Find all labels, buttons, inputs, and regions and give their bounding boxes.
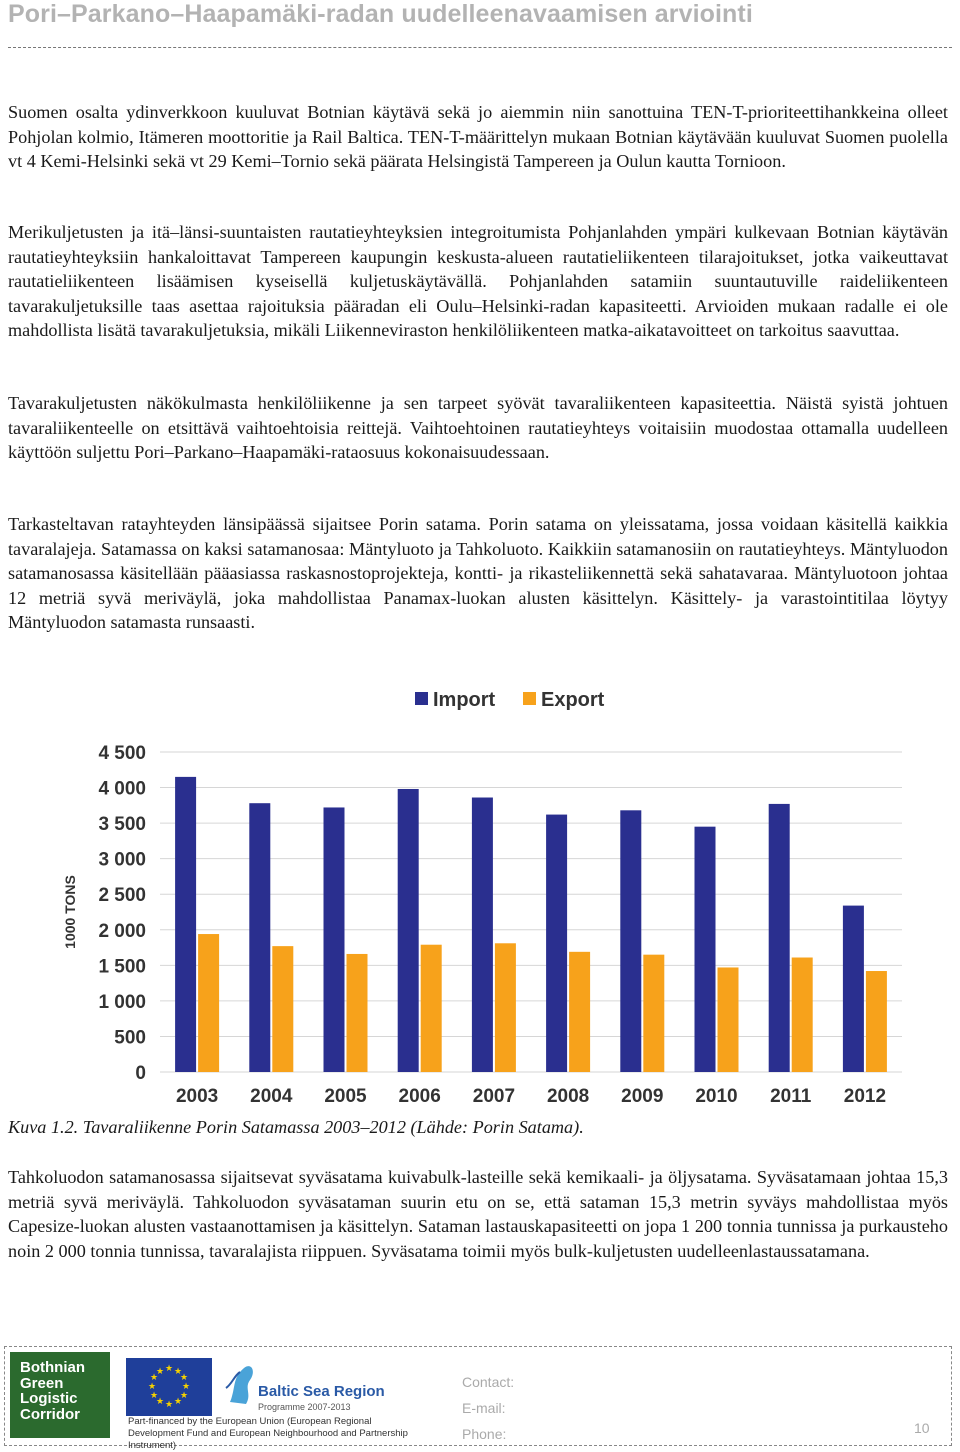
y-tick-label: 1 000 (98, 991, 146, 1013)
svg-text:★: ★ (181, 1382, 191, 1392)
logo-line: Corridor (20, 1405, 80, 1423)
y-tick-label: 0 (135, 1063, 146, 1084)
y-tick-label: 3 000 (98, 849, 146, 871)
bar-export-2007 (495, 943, 516, 1072)
bar-export-2006 (421, 945, 442, 1072)
email-label: E-mail: (462, 1400, 506, 1416)
page-header-title: Pori–Parkano–Haapamäki-radan uudelleenavaamisen arviointi (8, 0, 753, 28)
bar-import-2008 (546, 815, 567, 1072)
programme-subtitle: Programme 2007-2013 (258, 1402, 351, 1412)
bar-export-2009 (643, 955, 664, 1072)
x-tick-label: 2003 (175, 1086, 219, 1107)
bar-import-2005 (324, 807, 345, 1072)
paragraph-3: Tavarakuljetusten näkökulmasta henkilöliikenne ja sen tarpeet syövät tavaraliikenteen kapasiteettia. Näistä syistä johtuen tavaraliikenteelle on etsittävä vaihtoehtoisia reittejä. Vaihtoehtoinen rautatieyhteys voitaisiin muodostaa ottamalla uudelleen käyttöön suljettu Pori–Parkano–Haapamäki-rataosuus kokonaisuudessaan. (8, 393, 948, 462)
page-number: 10 (914, 1420, 930, 1436)
bar-export-2004 (272, 946, 293, 1072)
svg-text:★: ★ (179, 1373, 189, 1383)
x-tick-label: 2009 (621, 1086, 664, 1107)
bar-import-2004 (249, 803, 270, 1072)
x-tick-label: 2004 (250, 1086, 293, 1107)
legend-swatch-export (523, 692, 536, 705)
programme-title: Baltic Sea Region (258, 1383, 385, 1400)
x-tick-label: 2005 (324, 1086, 367, 1107)
y-axis-label: 1000 TONS (62, 875, 78, 949)
phone-label: Phone: (462, 1426, 507, 1442)
svg-text:★: ★ (155, 1367, 165, 1377)
port-traffic-bar-chart (40, 680, 920, 1110)
x-tick-label: 2008 (546, 1086, 590, 1107)
svg-text:★: ★ (147, 1382, 157, 1392)
svg-text:★: ★ (173, 1397, 183, 1407)
paragraph-4: Tarkasteltavan ratayhteyden länsipäässä sijaitsee Porin satama. Porin satama on yleissatama, jossa voidaan käsitellä kaikkia tavaralajeja. Satamassa on kaksi satamanosaa: Mäntyluoto ja Tahkoluoto. Kaikkiin satamanosiin on rautatieyhteys. Mäntyluodon satamanosassa käsitellään pääasiassa raskasnostoprojekteja, kontti- ja rikasteliikennettä sekä sahatavaraa. Mäntyluotoon johtaa 12 metriä syvä meriväylä, joka mahdollistaa Panamax-luokan alusten käsittelyn. Käsittely- ja varastointitilaa löytyy Mäntyluodon satamasta runsaasti. (8, 514, 948, 632)
baltic-sea-region-logo-icon (222, 1358, 262, 1408)
bar-export-2012 (866, 971, 887, 1072)
bar-import-2012 (843, 906, 864, 1072)
y-tick-label: 4 500 (98, 743, 146, 764)
svg-text:★: ★ (149, 1373, 159, 1383)
bar-export-2008 (569, 952, 590, 1072)
x-tick-label: 2007 (472, 1086, 516, 1107)
legend-label-import: Import (433, 689, 496, 711)
logo-line: Bothnian (20, 1359, 85, 1376)
legend-label-export: Export (541, 689, 605, 711)
figure-caption: Kuva 1.2. Tavaraliikenne Porin Satamassa 2003–2012 (Lähde: Porin Satama). (8, 1117, 584, 1137)
bar-import-2010 (695, 827, 716, 1072)
eu-flag-icon (126, 1358, 212, 1416)
contact-label: Contact: (462, 1374, 515, 1390)
svg-text:★: ★ (173, 1367, 183, 1377)
y-tick-label: 2 000 (98, 920, 146, 942)
x-tick-label: 2010 (695, 1086, 738, 1107)
svg-text:★: ★ (164, 1364, 174, 1374)
svg-text:★: ★ (179, 1391, 189, 1401)
logo-line: Logistic (20, 1390, 78, 1407)
y-tick-label: 500 (114, 1027, 146, 1049)
bar-import-2009 (620, 810, 641, 1072)
bar-export-2003 (198, 934, 219, 1072)
bothnian-green-logistic-corridor-logo (10, 1352, 110, 1438)
svg-text:★: ★ (164, 1400, 174, 1410)
header-divider (8, 47, 952, 48)
paragraph-1: Suomen osalta ydinverkkoon kuuluvat Botnian käytävä sekä jo aiemmin niin sanottuina TEN-T-prioriteettihankkeina olleet Pohjolan kolmio, Itämeren moottoritie ja Rail Baltica. TEN-T-määrittelyn mukaan Botnian käytävään kuuluvat Suomen puolella vt 4 Kemi-Helsinki sekä vt 29 Kemi–Tornio sekä päärata Helsingistä Tampereen ja Oulun kautta Tornioon. (8, 102, 948, 171)
bar-export-2011 (792, 958, 813, 1072)
funding-notice: Part-financed by the European Union (European Regional Development Fund and European Neighbourhood and Partnership Instrument) (128, 1416, 408, 1451)
y-tick-label: 2 500 (98, 885, 146, 907)
paragraph-2: Merikuljetusten ja itä–länsi-suuntaisten rautatieyhteyksien integroitumista Pohjanlahden ympäri kulkevaan Botnian käytävän rautatieyhteyksiin hankaloittavat Tampereen kaupungin keskusta-alueen rautatieliikenteen tilarajoitukset, jotka vaikeuttavat rautatieliikenteen lisäämisen kyseisellä kuljetuskäytävällä. Pohjanlahden satamiin suuntautuville raideliikenteen tavarakuljetuksille taas asettaa rajoituksia pääradan eli Oulu–Helsinki-radan kapasiteetti. Arvioiden mukaan radalle ei ole mahdollista lisätä tavarakuljetuksia, mikäli Liikenneviraston henkilöliikenteen matka-aikatavoitteet on tarkoitus saavuttaa. (8, 222, 948, 340)
y-tick-label: 1 500 (98, 956, 146, 978)
y-tick-label: 3 500 (98, 814, 146, 836)
bar-import-2006 (398, 789, 419, 1072)
legend-swatch-import (415, 692, 428, 705)
bar-export-2010 (718, 967, 739, 1072)
x-tick-label: 2012 (843, 1086, 887, 1107)
logo-line: Green (20, 1374, 64, 1392)
bar-import-2011 (769, 804, 790, 1072)
x-tick-label: 2006 (398, 1086, 441, 1107)
paragraph-5: Tahkoluodon satamanosassa sijaitsevat syväsatama kuivabulk-lasteille sekä kemikaali- ja öljysatama. Syväsatamaan johtaa 15,3 metriä syvä meriväylä. Tahkoluodon syväsataman suurin etu on se, että sataman 15,3 metrin syväys mahdollistaa myös Capesize-luokan alusten vastaanottamisen ja käsittelyn. Sataman lastauskapasiteetti on jopa 1 200 tonnia tunnissa ja purkausteho noin 2 000 tonnia tunnissa, tavaralajista riippuen. Syväsatama toimii myös bulk-kuljetusten uudelleenlastaussatamana. (8, 1167, 948, 1261)
x-tick-label: 2011 (770, 1086, 812, 1107)
bar-import-2007 (472, 798, 493, 1072)
bar-export-2005 (347, 954, 368, 1072)
y-tick-label: 4 000 (98, 778, 146, 800)
contact-block (462, 1369, 514, 1447)
svg-text:★: ★ (149, 1391, 159, 1401)
svg-text:★: ★ (155, 1397, 165, 1407)
bar-import-2003 (175, 777, 196, 1072)
